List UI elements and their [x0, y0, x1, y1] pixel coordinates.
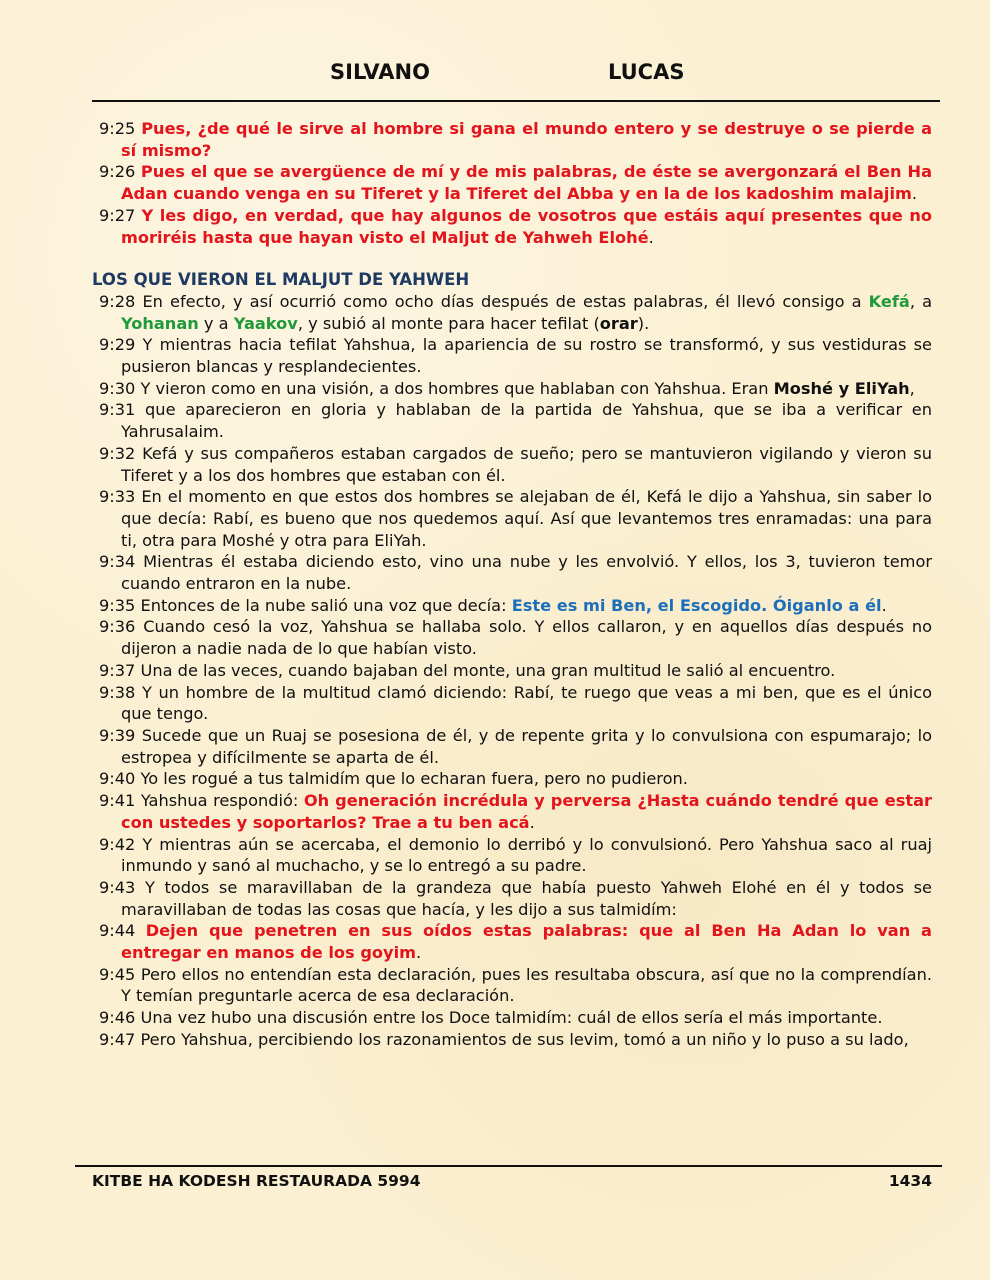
verse-9-26 — [92, 161, 932, 204]
verse-ref: 9:28 — [99, 291, 143, 311]
verse-9-27 — [92, 205, 932, 248]
verse-ref: 9:35 — [99, 595, 141, 615]
verse-ref: 9:44 — [99, 921, 146, 941]
verse-ref: 9:25 — [99, 119, 142, 138]
verse-red-text: Y les digo, en verdad, que hay algunos de vosotros que estáis aquí presentes que no moriréis hasta que hayan visto el Maljut de Yahweh Elohé — [121, 205, 932, 247]
verse-9-38 — [92, 682, 932, 725]
verse-9-41 — [92, 790, 932, 833]
verse-9-36 — [92, 616, 932, 659]
verse-tail: . — [881, 595, 887, 615]
verse-ref: 9:47 — [99, 1029, 141, 1049]
verse-ref: 9:26 — [99, 162, 141, 182]
verse-ref: 9:32 — [99, 443, 143, 463]
verse-ref: 9:43 — [99, 877, 145, 897]
verse-9-30 — [92, 378, 932, 400]
verse-tail: . — [648, 227, 654, 247]
verse-ref: 9:45 — [99, 964, 141, 984]
verse-9-47 — [92, 1029, 932, 1051]
verse-ref: 9:33 — [99, 487, 142, 507]
verse-tail: . — [529, 812, 535, 832]
section-heading: LOS QUE VIERON EL MALJUT DE YAHWEH — [92, 270, 470, 290]
verse-9-31 — [92, 399, 932, 442]
verse-ref: 9:37 — [99, 660, 141, 680]
page-number: 1434 — [888, 1172, 932, 1190]
verse-ref: 9:40 — [99, 769, 141, 789]
verse-red-text: Oh generación incrédula y perversa ¿Hasta cuándo tendré que estar con ustedes y soportarlos? Trae a tu ben acá — [121, 791, 932, 832]
verse-text: Cuando cesó la voz, Yahshua se hallaba solo. Y ellos callaron, y en aquellos días después no dijeron a nadie nada de lo que habían visto. — [121, 617, 932, 659]
verse-9-34 — [92, 551, 932, 594]
verse-ref: 9:34 — [99, 552, 144, 572]
verse-9-44 — [92, 920, 932, 963]
footer-rule — [75, 1165, 942, 1167]
verse-ref: 9:46 — [99, 1008, 141, 1028]
verse-9-29 — [92, 334, 932, 377]
verse-text: Y vieron como en una visión, a dos hombres que hablaban con Yahshua. Eran — [140, 378, 774, 398]
verse-ref: 9:38 — [99, 682, 142, 702]
verse-text: En el momento en que estos dos hombres se alejaban de él, Kefá le dijo a Yahshua, sin saber lo que decía: Rabí, es bueno que nos quedemos aquí. Así que levantemos tres enramadas: una para ti, otra para Moshé y otra para EliYah. — [121, 487, 932, 550]
verse-text: Pero Yahshua, percibiendo los razonamientos de sus levim, tomó a un niño y lo puso a su lado, — [140, 1029, 909, 1049]
verse-red-text: Pues el que se avergüence de mí y de mis palabras, de éste se avergonzará el Ben Ha Adan cuando venga en su Tiferet y la Tiferet del Abba y en la de los kadoshim malajim — [121, 162, 932, 204]
verse-9-42 — [92, 834, 932, 877]
verse-text: Y todos se maravillaban de la grandeza que había puesto Yahweh Elohé en él y todos se maravillaban de todas las cosas que hacía, y les dijo a sus talmidím: — [121, 877, 932, 919]
verse-9-39 — [92, 725, 932, 768]
verse-9-40 — [92, 768, 932, 790]
header-rule — [92, 100, 940, 102]
page-footer — [92, 1172, 932, 1190]
name-kefa: Kefá — [868, 291, 910, 311]
verse-text: Yo les rogué a tus talmidím que lo echaran fuera, pero no pudieron. — [140, 769, 688, 789]
name-yaakov: Yaakov — [233, 313, 298, 333]
verse-9-46 — [92, 1007, 932, 1029]
verse-text: , a — [909, 291, 932, 311]
verse-9-45 — [92, 964, 932, 1007]
verse-ref: 9:30 — [99, 378, 141, 398]
verse-tail: , — [909, 378, 915, 398]
verse-9-35 — [92, 595, 932, 617]
page-header — [0, 60, 990, 90]
verse-text: Y mientras aún se acercaba, el demonio lo derribó y lo convulsionó. Pero Yahshua saco al ruaj inmundo y sanó al muchacho, y se lo entregó a su padre. — [121, 834, 933, 876]
verse-tail: . — [416, 943, 422, 963]
verse-text: que aparecieron en gloria y hablaban de la partida de Yahshua, que se iba a verificar en Yahrusalaim. — [121, 400, 932, 442]
verse-text: Y un hombre de la multitud clamó diciendo: Rabí, te ruego que veas a mi ben, que es el único que tengo. — [121, 682, 933, 724]
header-book-right: LUCAS — [608, 60, 685, 84]
verse-text: , y subió al monte para hacer tefilat ( — [297, 313, 600, 333]
verse-text: Sucede que un Ruaj se posesiona de él, y de repente grita y lo convulsiona con espumarajo; lo estropea y difícilmente se aparta de él. — [121, 725, 932, 767]
verse-ref: 9:31 — [99, 400, 146, 420]
verse-text: En efecto, y así ocurrió como ocho días después de estas palabras, él llevó consigo a — [142, 291, 869, 311]
verse-ref: 9:41 — [99, 791, 141, 811]
verse-text: Kefá y sus compañeros estaban cargados de sueño; pero se mantuvieron vigilando y vieron su Tiferet y a los dos hombres que estaban con él. — [121, 443, 933, 485]
verse-9-28 — [92, 291, 932, 334]
verse-9-33 — [92, 486, 932, 551]
verse-text: Mientras él estaba diciendo esto, vino una nube y les envolvió. Y ellos, los 3, tuvieron temor cuando entraron en la nube. — [121, 552, 933, 594]
verse-ref: 9:36 — [99, 617, 144, 637]
verse-text: Una vez hubo una discusión entre los Doce talmidím: cuál de ellos sería el más importante. — [140, 1008, 883, 1028]
verse-blue-text: Este es mi Ben, el Escogido. Óiganlo a él — [511, 595, 882, 615]
verse-text: Pero ellos no entendían esta declaración, pues les resultaba obscura, así que no la comprendían. Y temían preguntarle acerca de esa declaración. — [121, 964, 932, 1006]
verse-bold-names: Moshé y EliYah — [773, 378, 910, 398]
verse-text: y a — [198, 313, 234, 333]
verse-9-37 — [92, 660, 932, 682]
verse-tail: . — [911, 184, 918, 204]
verse-red-text: Pues, ¿de qué le sirve al hombre si gana el mundo entero y se destruye o se pierde a sí mismo? — [121, 119, 932, 160]
verse-ref: 9:27 — [99, 205, 142, 225]
verse-bold-word: orar — [599, 313, 638, 333]
verse-text: Entonces de la nube salió una voz que decía: — [140, 595, 512, 615]
verse-red-text: Dejen que penetren en sus oídos estas palabras: que al Ben Ha Adan lo van a entregar en manos de los goyim — [121, 921, 932, 963]
verse-ref: 9:29 — [99, 335, 143, 355]
page-content — [92, 118, 932, 1051]
name-yohanan: Yohanan — [121, 313, 199, 333]
footer-title: KITBE HA KODESH RESTAURADA 5994 — [92, 1172, 421, 1190]
verse-ref: 9:39 — [99, 725, 142, 745]
verse-9-25 — [92, 118, 932, 161]
verse-9-32 — [92, 443, 932, 486]
verse-text: Y mientras hacia tefilat Yahshua, la apariencia de su rostro se transformó, y sus vestiduras se pusieron blancas y resplandecientes. — [121, 335, 933, 377]
verse-text: ). — [637, 313, 650, 333]
verse-text: Una de las veces, cuando bajaban del monte, una gran multitud le salió al encuentro. — [140, 660, 836, 680]
header-book-left: SILVANO — [330, 60, 430, 84]
verse-9-43 — [92, 877, 932, 920]
verse-ref: 9:42 — [99, 834, 143, 854]
verse-text: Yahshua respondió: — [140, 791, 304, 811]
